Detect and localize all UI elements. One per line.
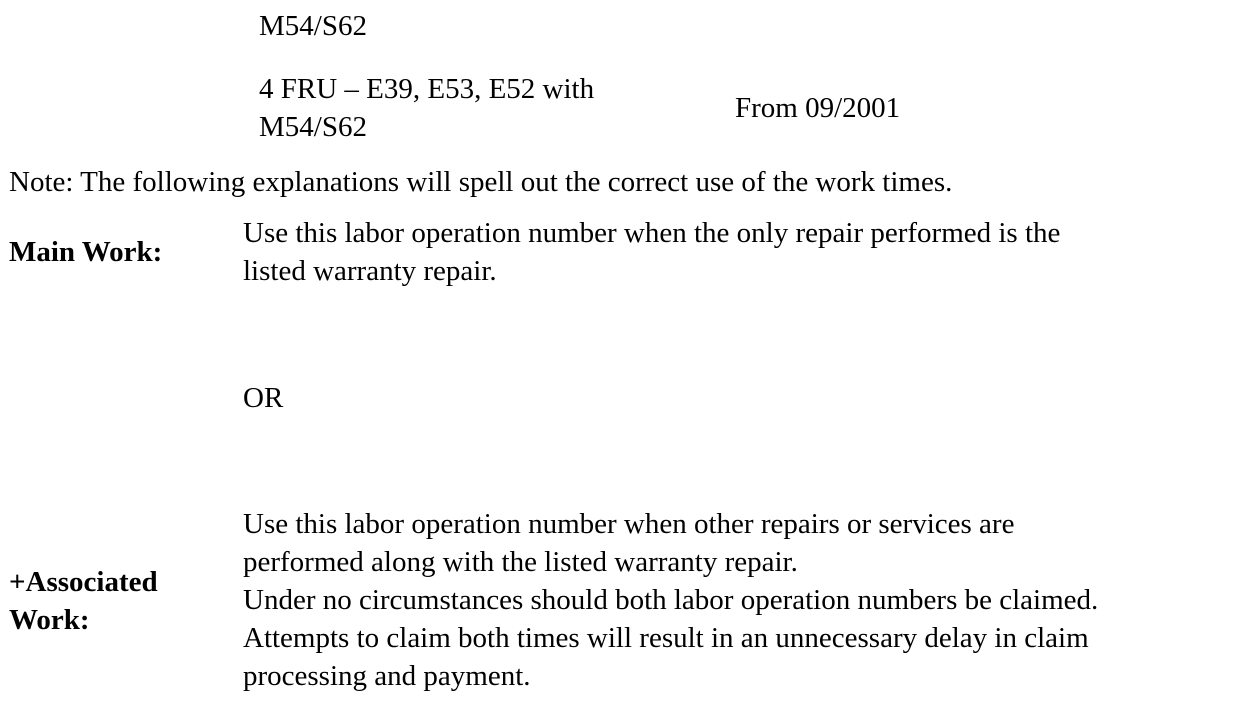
- associated-work-description: [243, 505, 1098, 695]
- main-work-line2: listed warranty repair.: [243, 255, 497, 287]
- main-work-label: Main Work:: [9, 236, 163, 268]
- associated-work-label-line2: Work:: [9, 604, 90, 636]
- fru-row2-model-line1: 4 FRU – E39, E53, E52 with: [259, 73, 595, 105]
- note-text: Note: The following explanations will spell out the correct use of the work times.: [9, 166, 953, 198]
- associated-work-line: Attempts to claim both times will result in an unnecessary delay in claim: [243, 622, 1089, 654]
- fru-row1-model: M54/S62: [259, 10, 367, 42]
- fru-row2-model: [259, 70, 594, 146]
- associated-work-line: performed along with the listed warranty repair.: [243, 546, 798, 578]
- main-work-description: [243, 214, 1060, 290]
- associated-work-line: Use this labor operation number when other repairs or services are: [243, 508, 1015, 540]
- associated-work-line: Under no circumstances should both labor operation numbers be claimed.: [243, 584, 1099, 616]
- or-text: OR: [243, 382, 284, 414]
- fru-row2-model-line2: M54/S62: [259, 111, 367, 143]
- associated-work-label: [9, 563, 158, 639]
- associated-work-line: processing and payment.: [243, 660, 531, 692]
- fru-row2-date: From 09/2001: [735, 92, 901, 124]
- main-work-line1: Use this labor operation number when the only repair performed is the: [243, 217, 1061, 249]
- associated-work-label-line1: +Associated: [9, 566, 158, 598]
